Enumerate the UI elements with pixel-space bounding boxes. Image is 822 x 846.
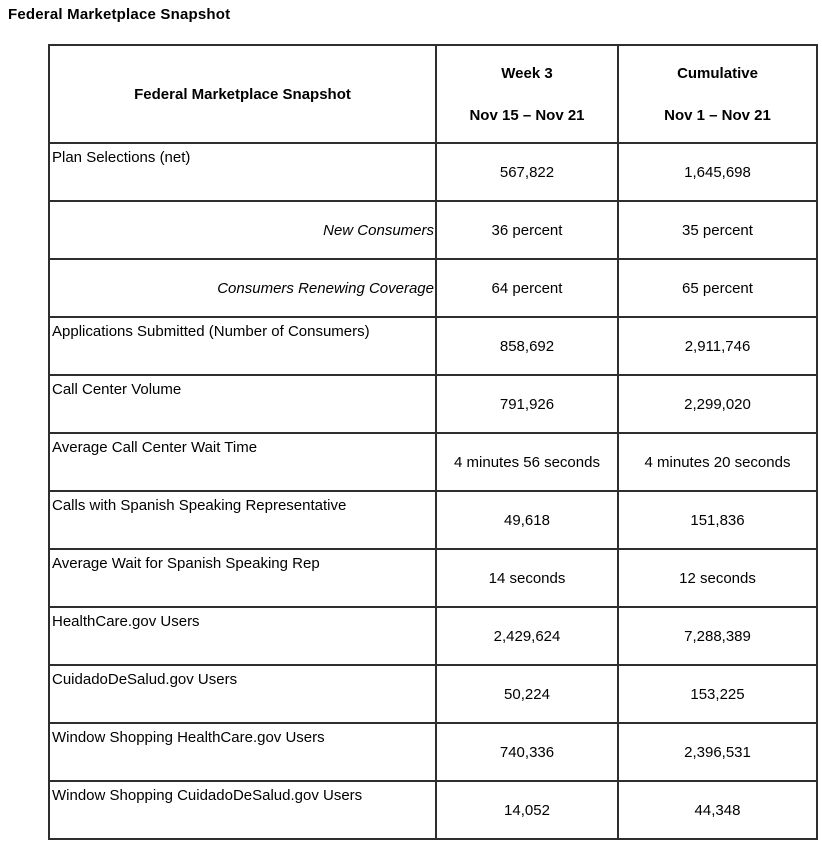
snapshot-table (48, 44, 818, 840)
cumulative-value: 44,348 (618, 781, 817, 839)
table-row (49, 143, 817, 201)
week3-value: 791,926 (436, 375, 618, 433)
row-label: Window Shopping CuidadoDeSalud.gov Users (49, 781, 436, 839)
header-week3-title: Week 3 (501, 64, 553, 82)
row-label: Average Wait for Spanish Speaking Rep (49, 549, 436, 607)
table-row (49, 549, 817, 607)
row-label: New Consumers (49, 201, 436, 259)
week3-value: 50,224 (436, 665, 618, 723)
week3-value: 14 seconds (436, 549, 618, 607)
table-row (49, 433, 817, 491)
table-row (49, 491, 817, 549)
cumulative-value: 151,836 (618, 491, 817, 549)
week3-value: 64 percent (436, 259, 618, 317)
header-metric: Federal Marketplace Snapshot (49, 45, 436, 143)
cumulative-value: 12 seconds (618, 549, 817, 607)
table-row (49, 317, 817, 375)
week3-value: 36 percent (436, 201, 618, 259)
page-title: Federal Marketplace Snapshot (8, 6, 231, 23)
table-row (49, 607, 817, 665)
row-label: Calls with Spanish Speaking Representative (49, 491, 436, 549)
row-label: HealthCare.gov Users (49, 607, 436, 665)
row-label: CuidadoDeSalud.gov Users (49, 665, 436, 723)
cumulative-value: 7,288,389 (618, 607, 817, 665)
row-label: Window Shopping HealthCare.gov Users (49, 723, 436, 781)
header-cumulative-title: Cumulative (677, 64, 758, 82)
cumulative-value: 35 percent (618, 201, 817, 259)
week3-value: 4 minutes 56 seconds (436, 433, 618, 491)
row-label: Consumers Renewing Coverage (49, 259, 436, 317)
row-label: Plan Selections (net) (49, 143, 436, 201)
table-row (49, 781, 817, 839)
table-row (49, 375, 817, 433)
cumulative-value: 1,645,698 (618, 143, 817, 201)
row-label: Applications Submitted (Number of Consumers) (49, 317, 436, 375)
header-cumulative (618, 45, 817, 143)
row-label: Average Call Center Wait Time (49, 433, 436, 491)
week3-value: 858,692 (436, 317, 618, 375)
week3-value: 567,822 (436, 143, 618, 201)
cumulative-value: 2,396,531 (618, 723, 817, 781)
cumulative-value: 65 percent (618, 259, 817, 317)
week3-value: 14,052 (436, 781, 618, 839)
week3-value: 740,336 (436, 723, 618, 781)
cumulative-value: 153,225 (618, 665, 817, 723)
header-cumulative-range: Nov 1 – Nov 21 (664, 106, 771, 124)
table-header-row (49, 45, 817, 143)
table-row (49, 259, 817, 317)
cumulative-value: 4 minutes 20 seconds (618, 433, 817, 491)
header-week3-range: Nov 15 – Nov 21 (469, 106, 585, 124)
week3-value: 2,429,624 (436, 607, 618, 665)
week3-value: 49,618 (436, 491, 618, 549)
header-week3 (436, 45, 618, 143)
cumulative-value: 2,299,020 (618, 375, 817, 433)
table-row (49, 723, 817, 781)
row-label: Call Center Volume (49, 375, 436, 433)
table-row (49, 665, 817, 723)
table-row (49, 201, 817, 259)
cumulative-value: 2,911,746 (618, 317, 817, 375)
